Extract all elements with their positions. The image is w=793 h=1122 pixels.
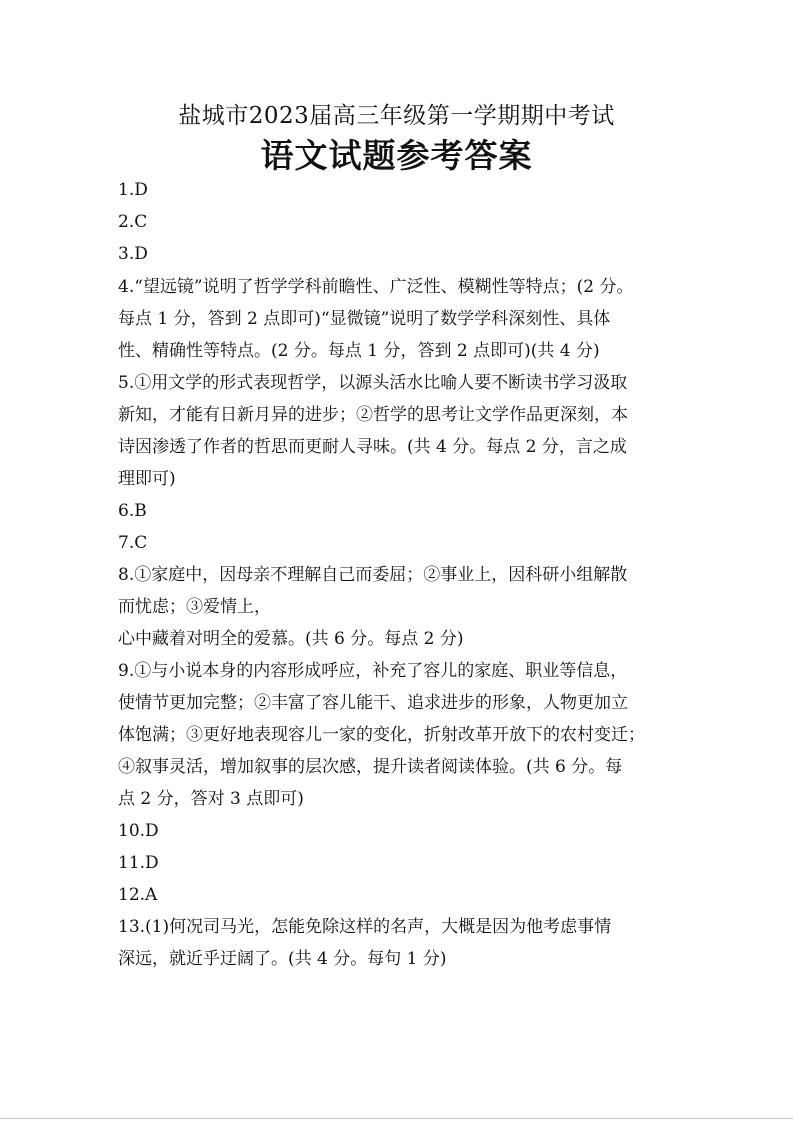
answer-8-line-1: 8.①家庭中，因母亲不理解自己而委屈；②事业上，因科研小组解散 [118, 565, 628, 585]
answer-11: 11.D [118, 853, 159, 873]
answer-5-line-1: 5.①用文学的形式表现哲学，以源头活水比喻人要不断读书学习汲取 [118, 373, 628, 393]
exam-subtitle: 盐城市2023届高三年级第一学期期中考试 [178, 103, 615, 129]
answer-1: 1.D [118, 180, 148, 200]
answer-5-line-2: 新知，才能有日新月异的进步；②哲学的思考让文学作品更深刻，本 [118, 405, 628, 425]
answer-9-line-5: 点 2 分，答对 3 点即可) [118, 789, 304, 809]
answer-8-line-2: 而忧虑；③爱情上， [118, 597, 271, 617]
page-title: 语文试题参考答案 [260, 136, 533, 175]
answer-7: 7.C [118, 533, 148, 553]
answer-4-line-1: 4.“望远镜”说明了哲学学科前瞻性、广泛性、模糊性等特点；(2 分。 [118, 277, 634, 297]
answer-10: 10.D [118, 821, 159, 841]
answer-3: 3.D [118, 244, 148, 264]
answer-4-line-3: 性、精确性等特点。(2 分。每点 1 分，答到 2 点即可)(共 4 分) [118, 341, 600, 361]
answer-5-line-4: 理即可) [118, 469, 176, 489]
answer-13-line-2: 深远，就近乎迂阔了。(共 4 分。每句 1 分) [118, 949, 447, 969]
answer-12: 12.A [118, 885, 158, 905]
answer-9-line-1: 9.①与小说本身的内容形成呼应，补充了容儿的家庭、职业等信息， [118, 661, 628, 681]
answer-9-line-2: 使情节更加完整；②丰富了容儿能干、追求进步的形象，人物更加立 [118, 693, 628, 713]
answer-8-line-3: 心中藏着对明全的爱慕。(共 6 分。每点 2 分) [118, 629, 464, 649]
answer-5-line-3: 诗因渗透了作者的哲思而更耐人寻味。(共 4 分。每点 2 分，言之成 [118, 437, 627, 457]
answer-4-line-2: 每点 1 分，答到 2 点即可)“显微镜”说明了数学学科深刻性、具体 [118, 309, 611, 329]
answer-9-line-3: 体饱满；③更好地表现容儿一家的变化，折射改革开放下的农村变迁； [118, 725, 645, 745]
answer-13-line-1: 13.(1)何况司马光，怎能免除这样的名声，大概是因为他考虑事情 [118, 917, 612, 937]
answer-2: 2.C [118, 212, 148, 232]
answer-9-line-4: ④叙事灵活，增加叙事的层次感，提升读者阅读体验。(共 6 分。每 [118, 757, 623, 777]
page-bottom-rule [0, 1118, 793, 1119]
answer-6: 6.B [118, 501, 147, 521]
